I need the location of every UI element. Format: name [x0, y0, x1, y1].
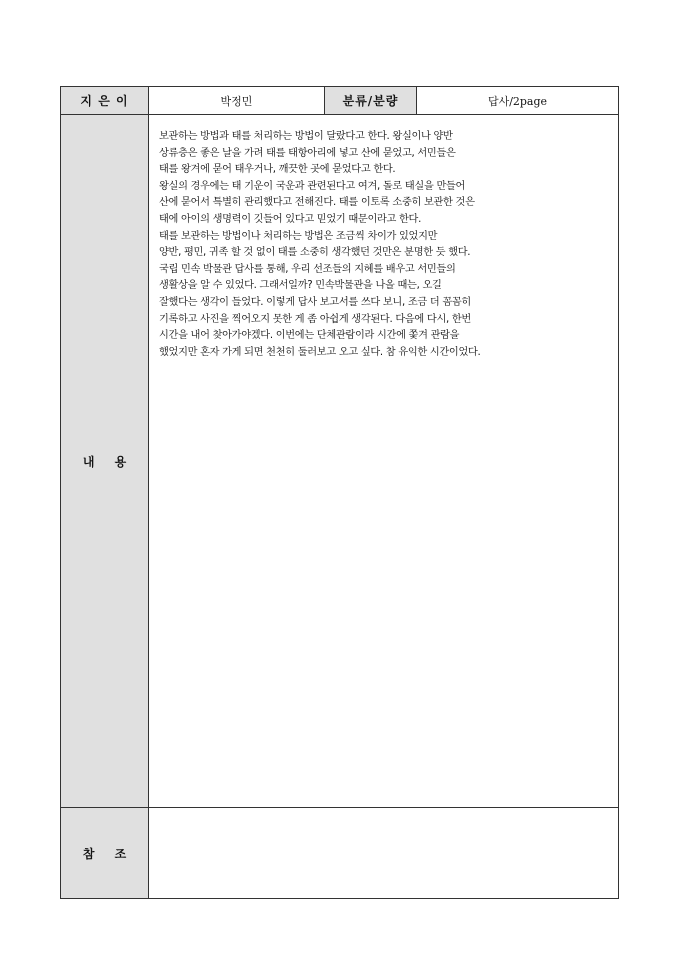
content-body [149, 115, 619, 808]
content-label [61, 115, 149, 808]
content-line: 양반, 평민, 귀족 할 것 없이 태를 소중히 생각했던 것만은 분명한 듯 했다. [159, 247, 471, 259]
header-row [61, 87, 619, 115]
reference-value [149, 808, 619, 899]
reference-row [61, 808, 619, 899]
reference-label-text: 참 조 [82, 846, 135, 861]
category-value: 답사/2page [417, 87, 619, 115]
content-line: 태에 아이의 생명력이 깃들어 있다고 믿었기 때문이라고 한다. [159, 213, 422, 225]
content-line: 국립 민속 박물관 답사를 통해, 우리 선조들의 지혜를 배우고 서민들의 [159, 263, 456, 275]
content-line: 태를 왕겨에 묻어 태우거나, 깨끗한 곳에 묻었다고 한다. [159, 164, 396, 176]
content-row [61, 115, 619, 808]
content-label-text: 내 용 [82, 454, 135, 469]
content-line: 태를 보관하는 방법이나 처리하는 방법은 조금씩 차이가 있었지만 [159, 230, 438, 242]
category-label: 분류/분량 [325, 87, 417, 115]
content-line: 왕실의 경우에는 태 기운이 국운과 관련된다고 여겨, 돌로 태실을 만들어 [159, 180, 466, 192]
content-line: 보관하는 방법과 태를 처리하는 방법이 달랐다고 한다. 왕실이나 양반 [159, 131, 453, 142]
content-line: 시간을 내어 찾아가야겠다. 이번에는 단체관람이라 시간에 쫓겨 관람을 [159, 330, 460, 342]
content-line: 산에 묻어서 특별히 관리했다고 전해진다. 태를 이토록 소중히 보관한 것은 [159, 197, 475, 209]
content-line: 상류층은 좋은 날을 가려 태를 태항아리에 넣고 산에 묻었고, 서민들은 [159, 147, 456, 159]
content-line: 잘했다는 생각이 들었다. 이렇게 답사 보고서를 쓰다 보니, 조금 더 꼼꼼히 [159, 296, 471, 308]
content-line: 했었지만 혼자 가게 되면 천천히 둘러보고 오고 싶다. 참 유익한 시간이었다. [159, 346, 481, 358]
content-line: 기록하고 사진을 찍어오지 못한 게 좀 아쉽게 생각된다. 다음에 다시, 한번 [159, 313, 471, 325]
author-label: 지 은 이 [61, 87, 149, 115]
reference-label [61, 808, 149, 899]
author-value: 박정민 [149, 87, 325, 115]
content-line: 생활상을 알 수 있었다. 그래서일까? 민속박물관을 나올 때는, 오길 [159, 280, 442, 292]
report-form-table [60, 86, 619, 899]
